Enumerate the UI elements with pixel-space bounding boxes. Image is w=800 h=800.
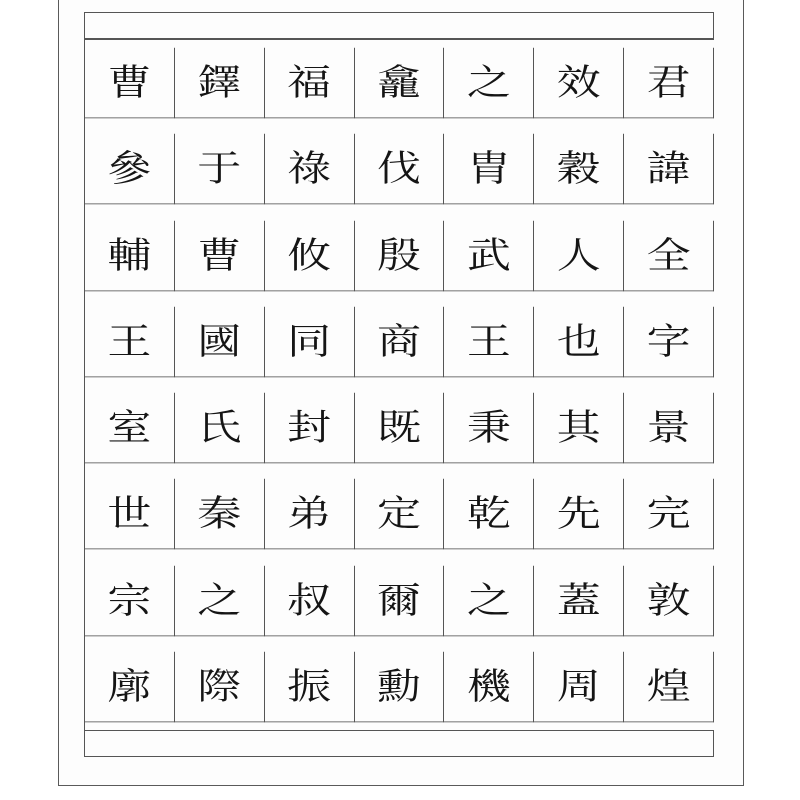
grid-cell-char: 祿: [265, 134, 355, 205]
grid-cell-char: 武: [444, 220, 534, 291]
grid-cell-char: 之: [444, 565, 534, 636]
grid-cell-char: 于: [175, 134, 265, 205]
grid-cell-char: 完: [624, 479, 714, 550]
grid-cell-char: 其: [534, 393, 624, 464]
grid-cell-char: 叔: [265, 565, 355, 636]
grid-cell-char: 機: [444, 652, 534, 723]
grid-cell-char: 世: [85, 479, 175, 550]
grid-cell-char: 人: [534, 220, 624, 291]
grid-cell-char: 宗: [85, 565, 175, 636]
grid-cell-char: 秦: [175, 479, 265, 550]
grid-cell-char: 龕: [355, 48, 445, 119]
grid-cell-char: 福: [265, 48, 355, 119]
grid-cell-char: 之: [175, 565, 265, 636]
grid-cell-char: 效: [534, 48, 624, 119]
grid-cell-char: 伐: [355, 134, 445, 205]
grid-cell-char: 曹: [175, 220, 265, 291]
grid-cell-char: 胄: [444, 134, 534, 205]
grid-cell-char: 氏: [175, 393, 265, 464]
grid-cell-char: 輔: [85, 220, 175, 291]
grid-cell-char: 參: [85, 134, 175, 205]
grid-cell-char: 商: [355, 307, 445, 378]
grid-cell-char: 王: [444, 307, 534, 378]
grid-cell-char: 振: [265, 652, 355, 723]
grid-cell-char: 君: [624, 48, 714, 119]
grid-cell-char: 穀: [534, 134, 624, 205]
top-margin-band: [84, 12, 714, 39]
grid-cell-char: 也: [534, 307, 624, 378]
grid-cell-char: 曹: [85, 48, 175, 119]
bottom-margin-band: [84, 730, 714, 757]
grid-cell-char: 際: [175, 652, 265, 723]
grid-cell-char: 敦: [624, 565, 714, 636]
grid-cell-char: 之: [444, 48, 534, 119]
grid-cell-char: 定: [355, 479, 445, 550]
grid-cell-char: 煌: [624, 652, 714, 723]
grid-cell-char: 全: [624, 220, 714, 291]
grid-cell-char: 王: [85, 307, 175, 378]
character-grid: [84, 39, 714, 730]
grid-cell-char: 封: [265, 393, 355, 464]
grid-cell-char: 廓: [85, 652, 175, 723]
grid-cell-char: 室: [85, 393, 175, 464]
grid-cell-char: 秉: [444, 393, 534, 464]
grid-cell-char: 乾: [444, 479, 534, 550]
grid-cell-char: 字: [624, 307, 714, 378]
grid-cell-char: 蓋: [534, 565, 624, 636]
grid-cell-char: 景: [624, 393, 714, 464]
grid-cell-char: 勳: [355, 652, 445, 723]
grid-cell-char: 同: [265, 307, 355, 378]
grid-cell-char: 攸: [265, 220, 355, 291]
grid-cell-char: 國: [175, 307, 265, 378]
grid-cell-char: 弟: [265, 479, 355, 550]
grid-cell-char: 鐸: [175, 48, 265, 119]
grid-cell-char: 先: [534, 479, 624, 550]
grid-cell-char: 殷: [355, 220, 445, 291]
grid-cell-char: 諱: [624, 134, 714, 205]
grid-cell-char: 爾: [355, 565, 445, 636]
grid-cell-char: 既: [355, 393, 445, 464]
grid-cell-char: 周: [534, 652, 624, 723]
